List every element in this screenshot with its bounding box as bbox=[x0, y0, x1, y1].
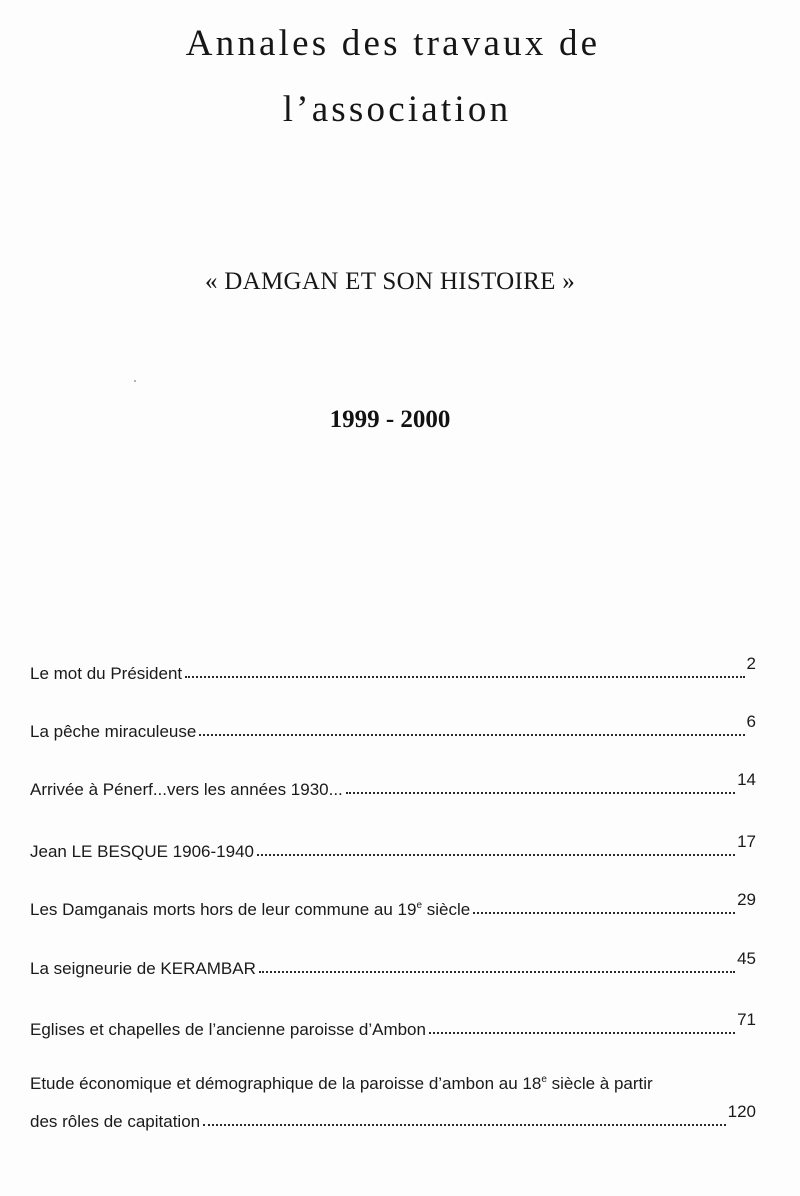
toc-entry-title: Eglises et chapelles de l’ancienne paroisse d’Ambon bbox=[30, 1020, 426, 1039]
toc-entry bbox=[30, 712, 756, 742]
toc-entry bbox=[30, 949, 756, 979]
title-line-1: Annales des travaux de bbox=[185, 23, 601, 64]
toc-leader-dots bbox=[346, 791, 735, 794]
toc-leader-dots bbox=[259, 970, 735, 973]
toc-leader-dots bbox=[199, 733, 744, 736]
toc-entry-title-line1 bbox=[30, 1074, 756, 1094]
toc-entry-page: 71 bbox=[737, 1010, 756, 1029]
toc-entry-page: 17 bbox=[737, 832, 756, 851]
toc-entry-title: La seigneurie de KERAMBAR bbox=[30, 959, 256, 978]
ordinal-superscript: e bbox=[541, 1074, 547, 1085]
toc-entry-title-line2: des rôles de capitation bbox=[30, 1112, 201, 1131]
toc-entry-page: 120 bbox=[727, 1102, 756, 1121]
years: 1999 - 2000 bbox=[329, 406, 451, 433]
toc-entry-page: 45 bbox=[737, 949, 756, 968]
scan-speck bbox=[134, 380, 136, 382]
toc-entry bbox=[30, 654, 756, 684]
ordinal-superscript: e bbox=[416, 900, 423, 911]
toc-entry-title bbox=[30, 900, 470, 920]
toc-entry-title: Arrivée à Pénerf...vers les années 1930... bbox=[30, 780, 343, 799]
toc-entry-page: 14 bbox=[737, 770, 756, 789]
toc-entry bbox=[30, 770, 756, 800]
toc-entry-title: Le mot du Président bbox=[30, 664, 183, 683]
toc-entry-page: 29 bbox=[737, 890, 756, 909]
toc-leader-dots bbox=[203, 1123, 726, 1126]
toc-title-part: siècle à partir bbox=[546, 1074, 653, 1093]
toc-entry-title: Jean LE BESQUE 1906-1940 bbox=[30, 842, 254, 861]
toc-leader-dots bbox=[473, 911, 735, 914]
title-line-2: l’association bbox=[282, 89, 512, 130]
toc-leader-dots bbox=[429, 1031, 735, 1034]
toc-entry bbox=[30, 1074, 756, 1132]
toc-leader-dots bbox=[185, 675, 744, 678]
toc-entry-page: 2 bbox=[746, 654, 756, 673]
toc-entry-title: La pêche miraculeuse bbox=[30, 722, 197, 741]
toc-title-part: siècle bbox=[422, 900, 471, 919]
subtitle: « DAMGAN ET SON HISTOIRE » bbox=[204, 268, 576, 295]
toc-entry bbox=[30, 832, 756, 862]
toc-title-part: Etude économique et démographique de la paroisse d’ambon au 18 bbox=[30, 1074, 542, 1093]
toc-entry bbox=[30, 890, 756, 920]
toc-entry-page: 6 bbox=[746, 712, 756, 731]
toc-title-part: Les Damganais morts hors de leur commune au 19 bbox=[30, 900, 417, 919]
toc-leader-dots bbox=[257, 853, 735, 856]
toc-entry bbox=[30, 1010, 756, 1040]
